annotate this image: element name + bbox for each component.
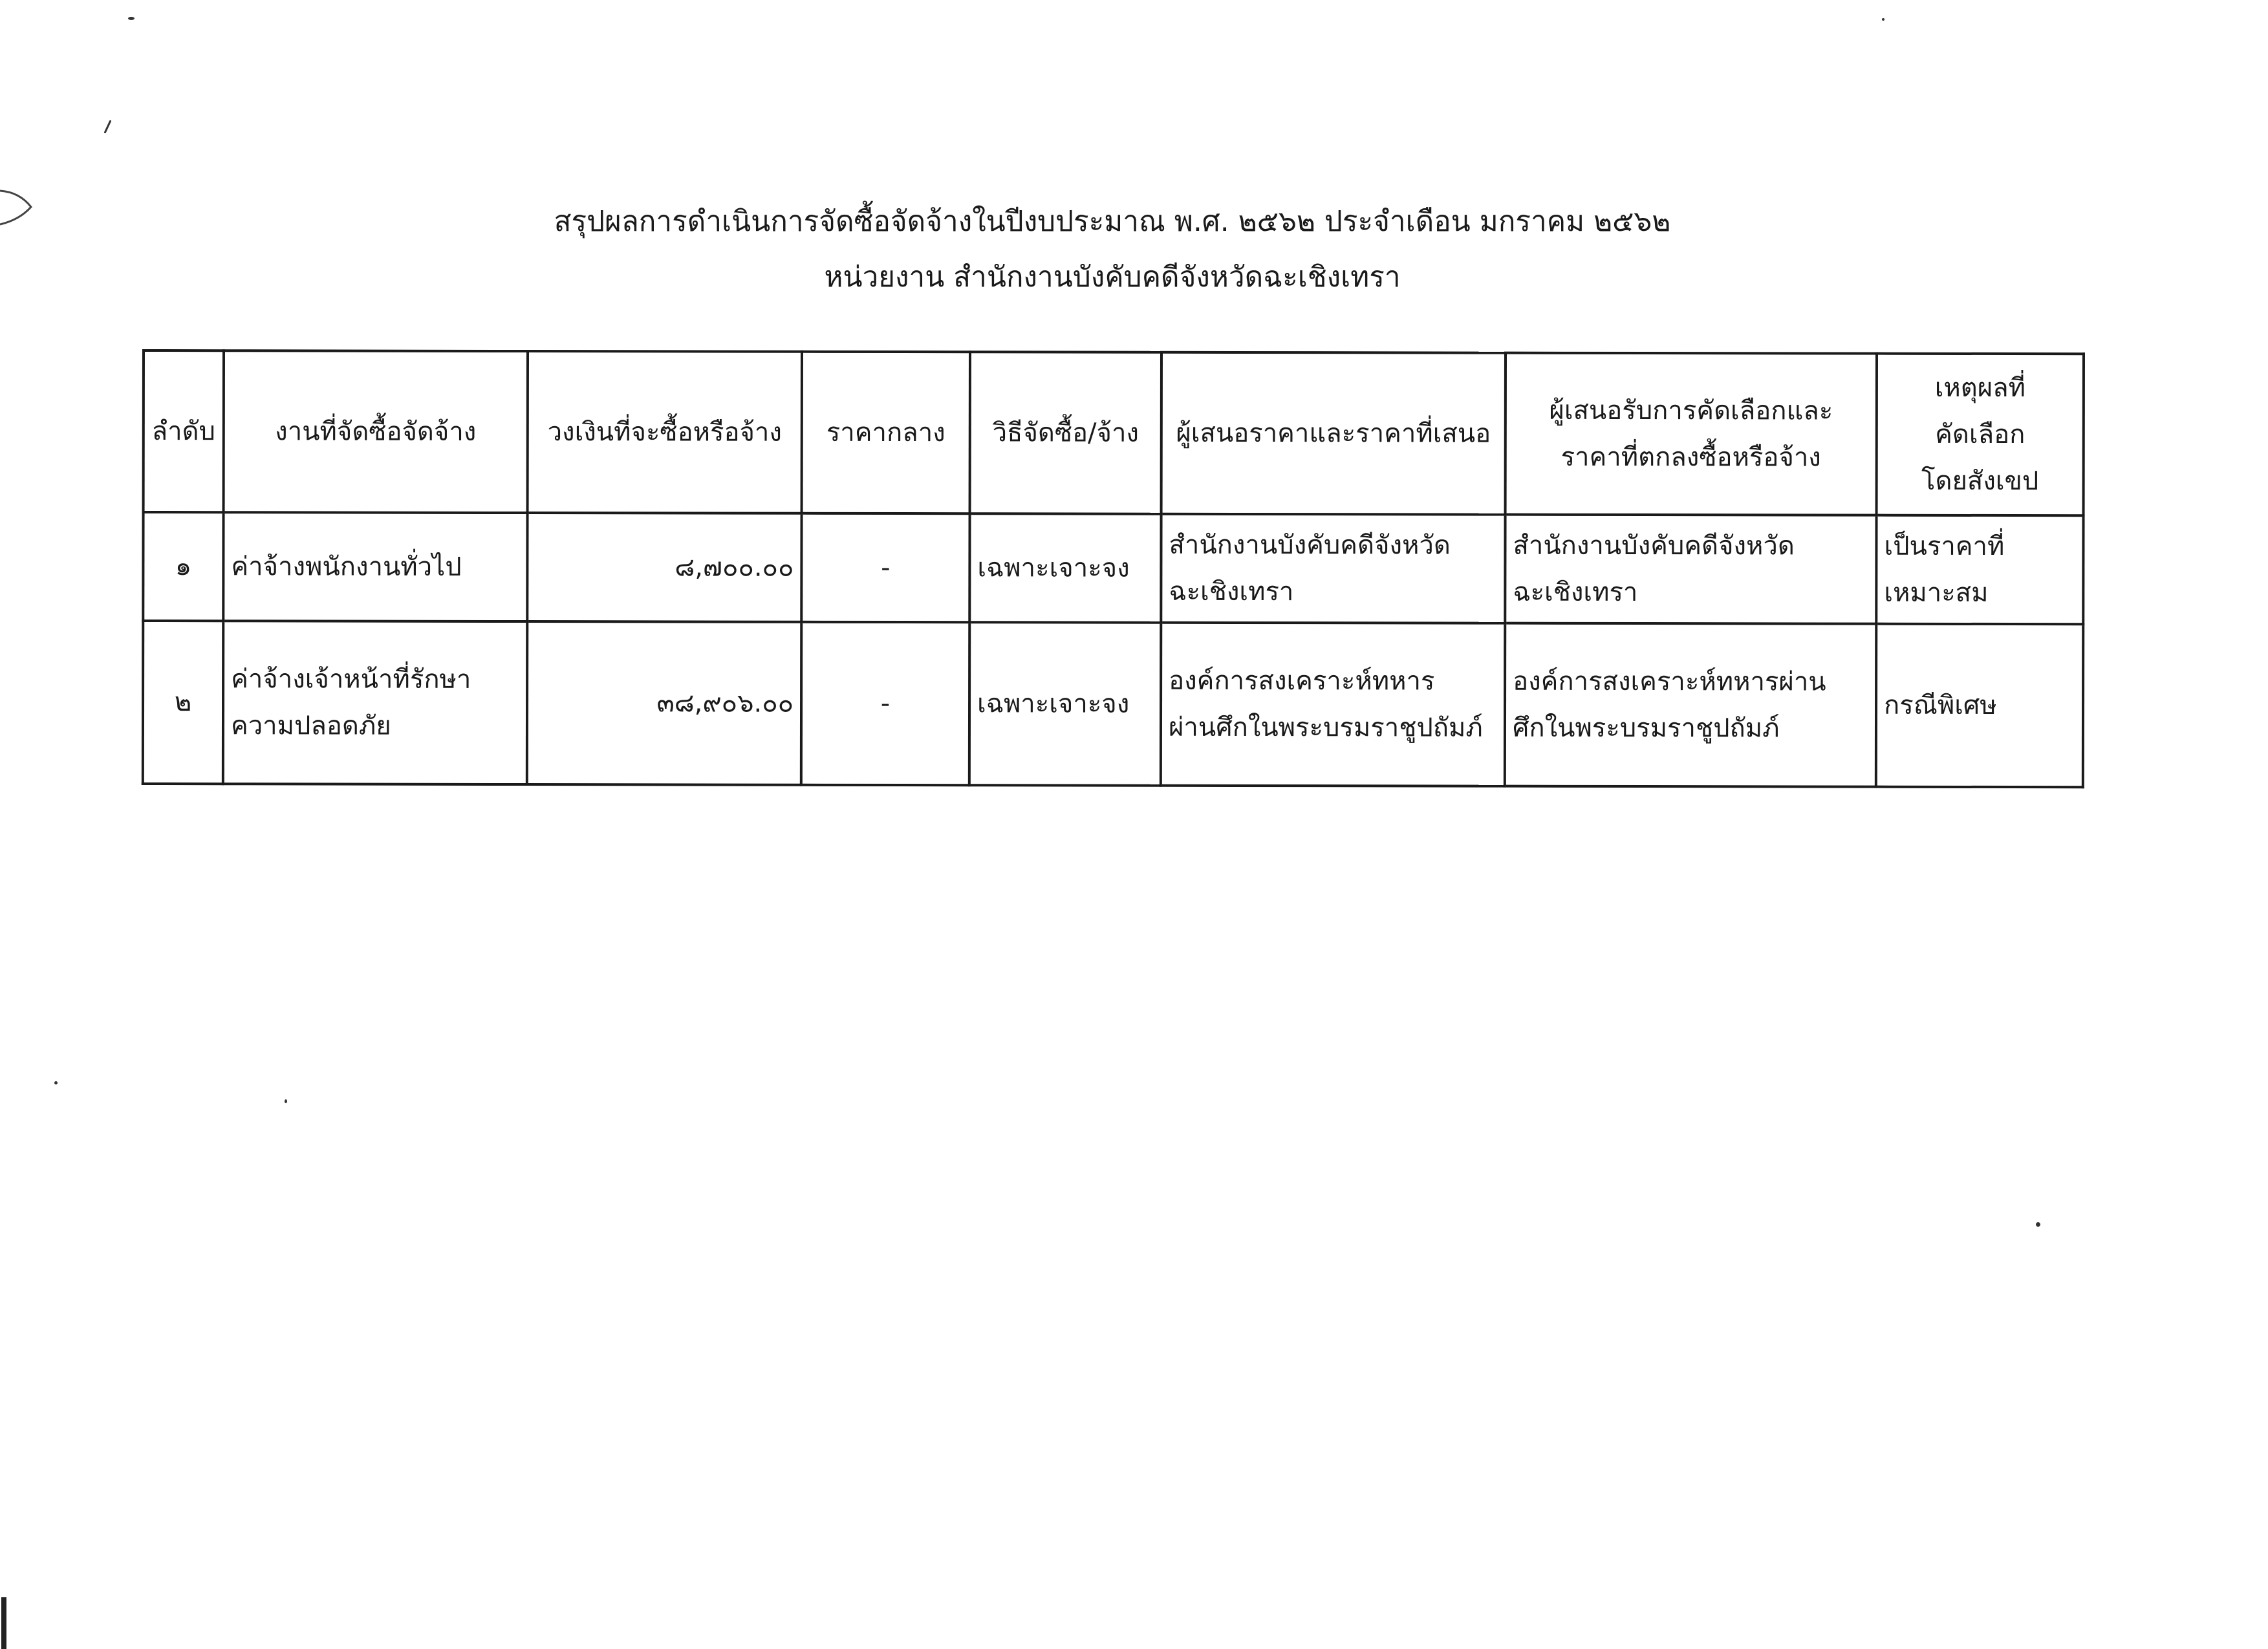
- cell-reason-line: กรณีพิเศษ: [1884, 690, 1997, 721]
- header-winner-line: ราคาที่ตกลงซื้อหรือจ้าง: [1561, 442, 1821, 473]
- table-row: [143, 621, 2083, 787]
- header-no: ลำดับ: [144, 350, 224, 512]
- cell-bidders-line: สำนักงานบังคับคดีจังหวัด: [1169, 530, 1451, 561]
- document-header: [0, 194, 2225, 305]
- table-header-row: [144, 350, 2084, 515]
- cell-work: [223, 512, 527, 621]
- header-reason-line: คัดเลือก: [1935, 419, 2025, 450]
- cell-reason-line: เป็นราคาที่: [1884, 531, 2005, 562]
- cell-winner-line: ฉะเชิงเทรา: [1513, 577, 1638, 608]
- cell-winner: [1505, 623, 1876, 787]
- header-bidders: ผู้เสนอราคาและราคาที่เสนอ: [1161, 352, 1506, 515]
- scan-speck: [1882, 18, 1885, 21]
- cell-reason-line: เหมาะสม: [1884, 577, 1989, 608]
- header-method: วิธีจัดซื้อ/จ้าง: [970, 352, 1161, 514]
- header-budget: วงเงินที่จะซื้อหรือจ้าง: [528, 351, 802, 513]
- cell-work-line: ความปลอดภัย: [230, 711, 391, 741]
- scan-speck: [54, 1081, 58, 1084]
- cell-method: เฉพาะเจาะจง: [969, 513, 1161, 623]
- cell-budget: ๘,๗๐๐.๐๐: [527, 513, 801, 622]
- document-agency: หน่วยงาน สำนักงานบังคับคดีจังหวัดฉะเชิงเทรา: [824, 261, 1401, 294]
- header-work: งานที่จัดซื้อจัดจ้าง: [224, 350, 528, 513]
- header-median-price: ราคากลาง: [802, 352, 970, 513]
- cell-method: เฉพาะเจาะจง: [969, 622, 1161, 786]
- scan-edge-mark: [1, 1597, 6, 1649]
- cell-median-price: -: [801, 513, 969, 622]
- header-reason-line: โดยสังเขป: [1921, 466, 2039, 497]
- cell-work-line: ค่าจ้างเจ้าหน้าที่รักษา: [231, 664, 471, 695]
- cell-bidders-line: ฉะเชิงเทรา: [1169, 576, 1294, 607]
- cell-winner: [1505, 515, 1876, 624]
- cell-winner-line: องค์การสงเคราะห์ทหารผ่าน: [1513, 666, 1826, 697]
- cell-budget: ๓๘,๙๐๖.๐๐: [527, 621, 801, 785]
- cell-work: [223, 621, 527, 784]
- cell-bidders-line: องค์การสงเคราะห์ทหาร: [1169, 665, 1435, 696]
- table-row: [143, 512, 2083, 624]
- scan-speck: [285, 1099, 287, 1103]
- header-reason-line: เหตุผลที่: [1934, 372, 2026, 404]
- cell-work-line: ค่าจ้างพนักงานทั่วไป: [231, 552, 462, 582]
- scan-speck: [103, 120, 111, 133]
- document-title: สรุปผลการดำเนินการจัดซื้อจัดจ้างในปีงบประมาณ พ.ศ. ๒๕๖๒ ประจำเดือน มกราคม ๒๕๖๒: [554, 205, 1671, 238]
- header-winner-line: ผู้เสนอรับการคัดเลือกและ: [1549, 395, 1833, 426]
- cell-median-price: -: [801, 622, 969, 785]
- cell-no: ๒: [143, 621, 223, 784]
- header-winner: [1506, 353, 1877, 515]
- cell-no: ๑: [143, 512, 223, 621]
- cell-reason: [1876, 515, 2083, 625]
- procurement-summary-table: [142, 349, 2085, 788]
- scan-speck: [2036, 1222, 2040, 1227]
- cell-bidders: [1161, 623, 1505, 786]
- header-reason: [1877, 354, 2084, 516]
- cell-bidders: [1161, 514, 1505, 623]
- cell-bidders-line: ผ่านศึกในพระบรมราชูปถัมภ์: [1168, 712, 1483, 743]
- cell-reason: [1876, 624, 2083, 788]
- cell-winner-line: สำนักงานบังคับคดีจังหวัด: [1513, 530, 1795, 561]
- cell-winner-line: ศึกในพระบรมราชูปถัมภ์: [1512, 713, 1780, 744]
- scan-speck: [128, 17, 135, 20]
